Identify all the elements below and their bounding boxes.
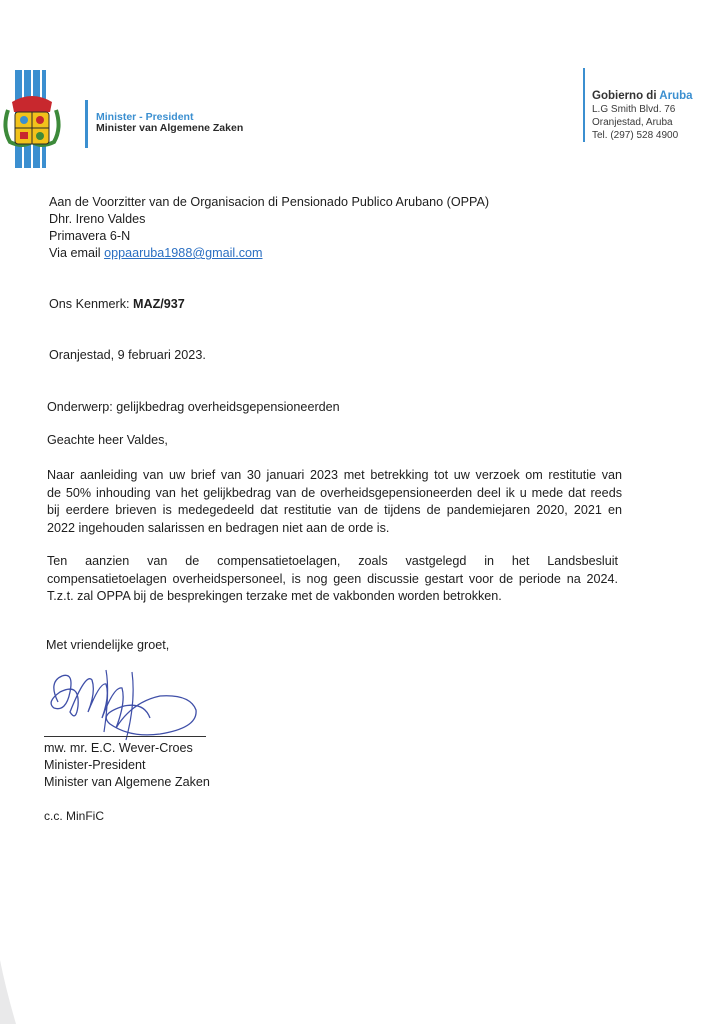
body-paragraph-1 [47,467,622,537]
government-name [592,89,693,103]
closing: Met vriendelijke groet, [46,638,170,652]
carbon-copy: c.c. MinFiC [44,809,104,823]
minister-title: Minister - President [96,111,194,123]
email-link[interactable]: oppaaruba1988@gmail.com [104,246,263,260]
handwritten-signature [40,662,210,746]
signatory-title-1: Minister-President [44,758,146,772]
minister-subtitle: Minister van Algemene Zaken [96,122,244,134]
signature-line [44,736,206,737]
reference-value: MAZ/937 [133,297,185,311]
recipient-line-2: Dhr. Ireno Valdes [49,212,146,226]
coat-of-arms-logo [2,70,62,168]
address-accent-bar [583,68,585,142]
signatory-title-2: Minister van Algemene Zaken [44,775,210,789]
paragraph-2-line-1: Ten aanzien van de compensatietoelagen, zoals vastgelegd in het Landsbesluit [47,554,618,568]
address-line-3: Tel. (297) 528 4900 [592,130,679,141]
paragraph-1-line-3: bij eerdere brieven is medegedeeld dat restitutie van de tijdens de pandemiejaren 2020, 2021 en [47,503,622,517]
recipient-email-line [49,245,263,262]
paragraph-2-line-3: T.z.t. zal OPPA bij de besprekingen terzake met de vakbonden worden betrokken. [47,589,502,603]
reference-line [49,296,185,313]
government-name-part1: Gobierno di [592,90,660,102]
recipient-line-1: Aan de Voorzitter van de Organisacion di Pensionado Publico Arubano (OPPA) [49,195,490,209]
paragraph-2-line-2: compensatietoelagen overheidspersoneel, is nog geen discussie gestart voor de periode na 2024. [47,571,618,586]
letter-date: Oranjestad, 9 februari 2023. [49,348,206,362]
body-paragraph-2 [47,553,618,606]
signatory-name: mw. mr. E.C. Wever-Croes [44,741,193,755]
paragraph-1-line-4: 2022 ingehouden salarissen en bedragen niet aan de orde is. [47,520,390,535]
paragraph-1-line-1: Naar aanleiding van uw brief van 30 januari 2023 met betrekking tot uw verzoek om restitutie van [47,468,622,482]
salutation: Geachte heer Valdes, [47,433,168,447]
recipient-line-3: Primavera 6-N [49,229,131,243]
header-accent-bar [85,100,88,148]
page-edge-shadow [0,960,20,1024]
letter-subject: Onderwerp: gelijkbedrag overheidsgepensioneerden [47,400,340,414]
paragraph-1-line-2: de 50% inhouding van het gelijkbedrag van de overheidsgepensioneerden deel ik u mede dat reeds [47,485,622,500]
via-email-label: Via email [49,246,105,260]
government-name-part2: Aruba [659,90,693,102]
address-line-2: Oranjestad, Aruba [592,117,673,128]
address-line-1: L.G Smith Blvd. 76 [592,104,676,115]
reference-label: Ons Kenmerk: [49,297,133,311]
